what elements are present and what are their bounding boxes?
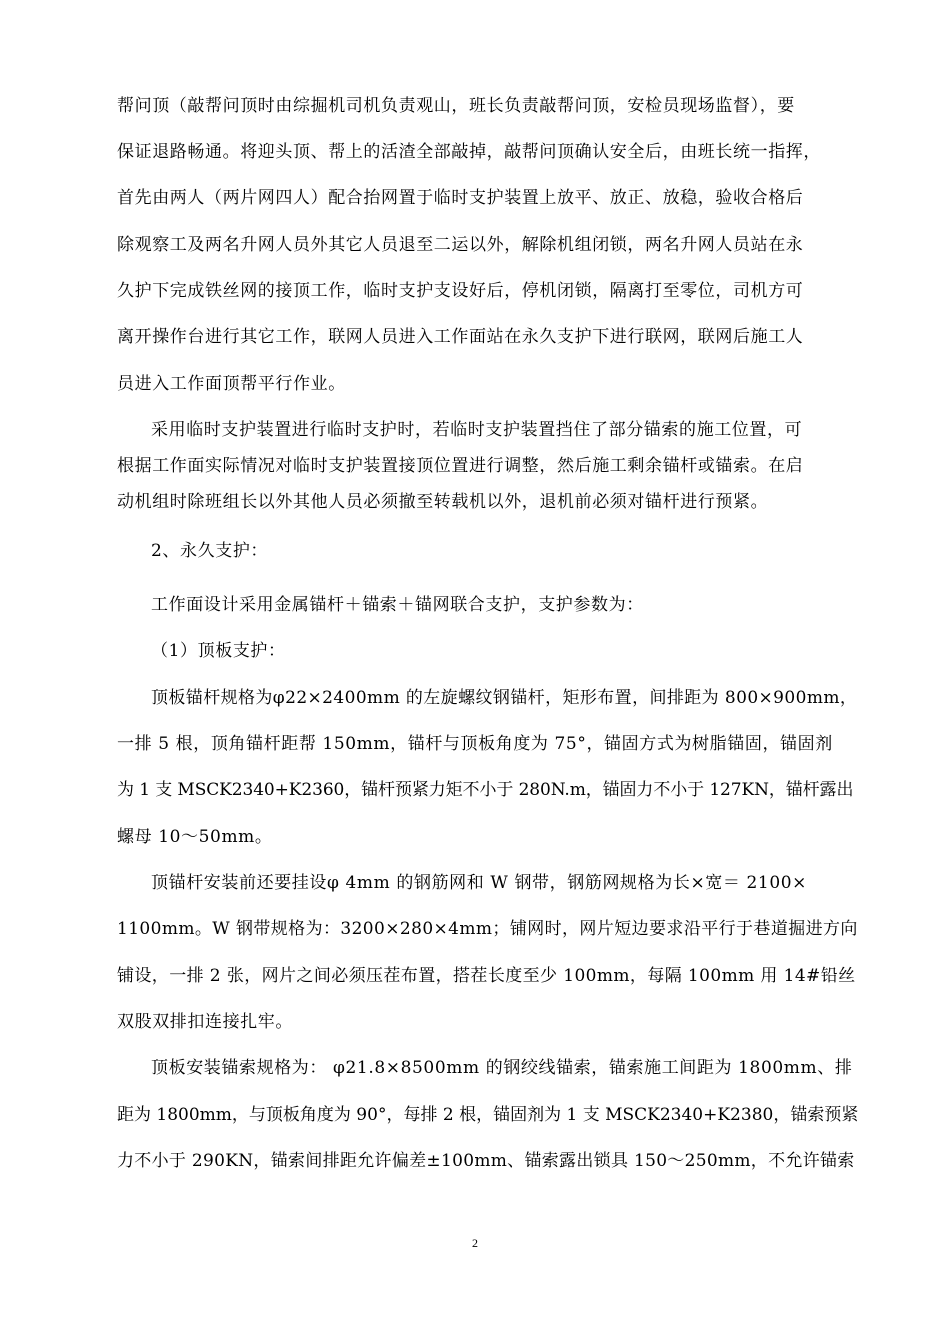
text-line: 力不小于 290KN，锚索间排距允许偏差±100mm、锚索露出锁具 150～250mm，不允许锚索 <box>117 1151 855 1171</box>
section-heading: 2、永久支护： <box>151 541 269 561</box>
text-line: 顶板锚杆规格为φ22×2400mm 的左旋螺纹钢锚杆，矩形布置，间排距为 800×900mm， <box>151 688 858 708</box>
text-line: 除观察工及两名升网人员外其它人员退至二运以外，解除机组闭锁，两名升网人员站在永 <box>117 235 804 255</box>
text-line: 双股双排扣连接扎牢。 <box>117 1012 293 1032</box>
text-line: 根据工作面实际情况对临时支护装置接顶位置进行调整，然后施工剩余锚杆或锚索。在启 <box>117 456 804 476</box>
text-line: 顶板安装锚索规格为： φ21.8×8500mm 的钢绞线锚索，锚索施工间距为 1800mm、排 <box>151 1058 853 1078</box>
text-line: 离开操作台进行其它工作，联网人员进入工作面站在永久支护下进行联网，联网后施工人 <box>117 327 804 347</box>
text-line: 顶锚杆安装前还要挂设φ 4mm 的钢筋网和 W 钢带，钢筋网规格为长×宽＝ 2100× <box>151 873 808 893</box>
text-line: 久护下完成铁丝网的接顶工作，临时支护支设好后，停机闭锁，隔离打至零位，司机方可 <box>117 281 804 301</box>
text-line: 一排 5 根，顶角锚杆距帮 150mm，锚杆与顶板角度为 75°，锚固方式为树脂锚固，锚固剂 <box>117 734 833 754</box>
text-line: 采用临时支护装置进行临时支护时，若临时支护装置挡住了部分锚索的施工位置，可 <box>151 420 803 440</box>
text-line: 员进入工作面顶帮平行作业。 <box>117 374 346 394</box>
text-line: 螺母 10～50mm。 <box>117 827 273 847</box>
subsection-heading: （1）顶板支护： <box>151 641 286 661</box>
text-line: 距为 1800mm，与顶板角度为 90°，每排 2 根，锚固剂为 1 支 MSCK2340+K2380，锚索预紧 <box>117 1105 859 1125</box>
text-line: 铺设，一排 2 张，网片之间必须压茬布置，搭茬长度至少 100mm，每隔 100mm 用 14#铅丝 <box>117 966 856 986</box>
page-number: 2 <box>472 1236 478 1250</box>
text-line: 1100mm。W 钢带规格为：3200×280×4mm；铺网时，网片短边要求沿平行于巷道掘进方向 <box>117 919 858 939</box>
text-line: 帮问顶（敲帮问顶时由综掘机司机负责观山，班长负责敲帮问顶，安检员现场监督），要 <box>117 96 795 116</box>
text-line: 为 1 支 MSCK2340+K2360，锚杆预紧力矩不小于 280N.m，锚固力不小于 127KN，锚杆露出 <box>117 780 854 800</box>
text-line: 动机组时除班组长以外其他人员必须撤至转载机以外，退机前必须对锚杆进行预紧。 <box>117 492 769 512</box>
text-line: 保证退路畅通。将迎头顶、帮上的活渣全部敲掉，敲帮问顶确认安全后，由班长统一指挥， <box>117 142 821 162</box>
text-line: 工作面设计采用金属锚杆＋锚索＋锚网联合支护，支护参数为： <box>151 595 644 615</box>
text-line: 首先由两人（两片网四人）配合抬网置于临时支护装置上放平、放正、放稳，验收合格后 <box>117 188 804 208</box>
